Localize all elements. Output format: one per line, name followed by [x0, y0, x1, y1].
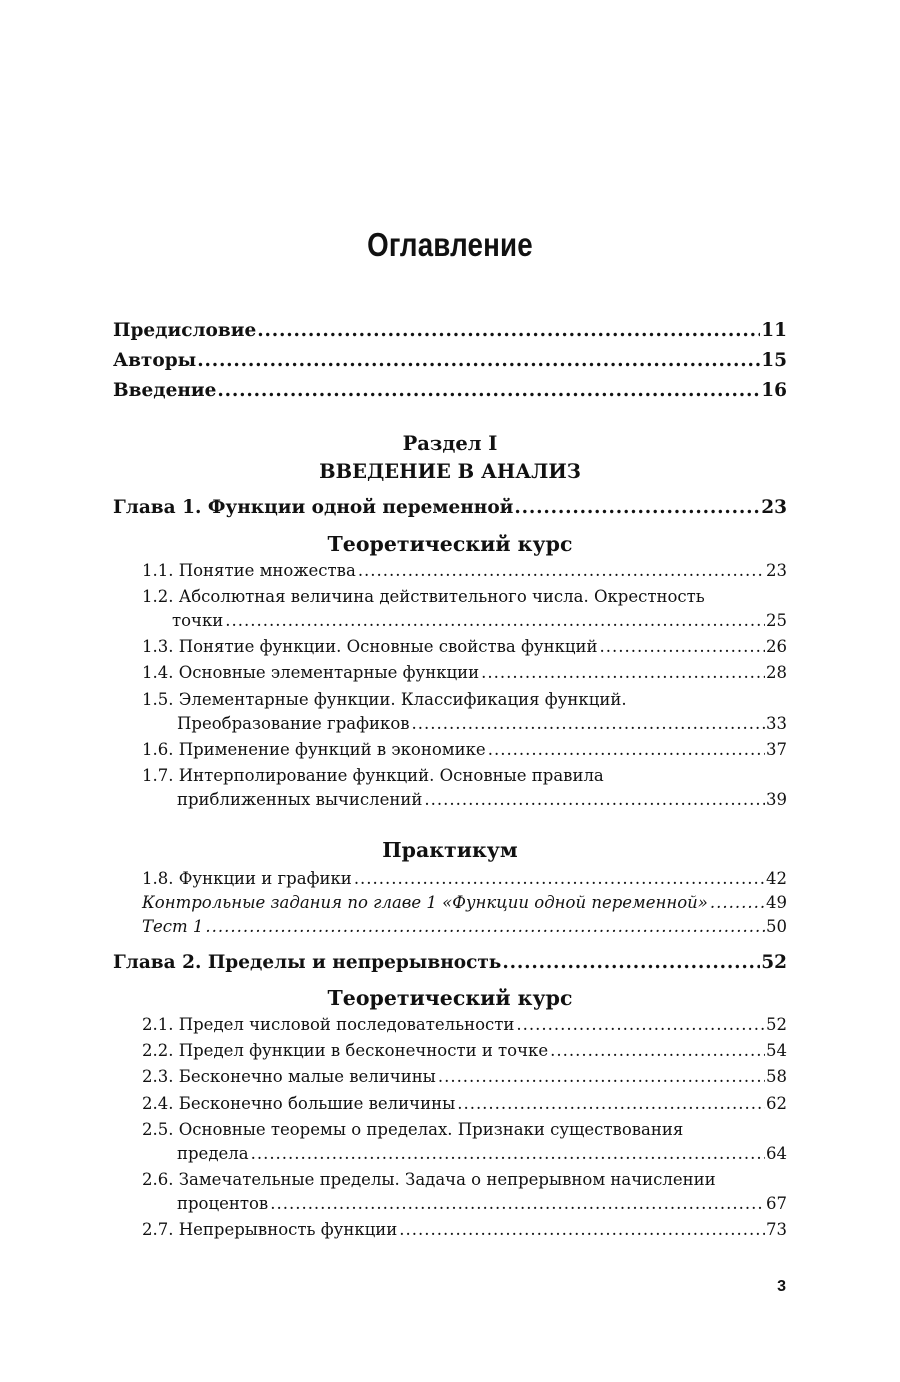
toc-entry-page: 73	[766, 1220, 787, 1239]
toc-entry-label: 2.7. Непрерывность функции	[142, 1220, 398, 1239]
toc-entry-test[interactable]	[142, 917, 787, 936]
dot-leader	[354, 869, 765, 888]
toc-entry-page: 50	[766, 917, 787, 936]
dot-leader	[225, 611, 765, 630]
toc-entry-page: 33	[766, 714, 787, 733]
toc-entry-label: Тест 1	[142, 917, 204, 936]
toc-entry-page: 52	[761, 952, 787, 973]
dot-leader	[710, 893, 765, 912]
section-name: ВВЕДЕНИЕ В АНАЛИЗ	[319, 460, 581, 483]
toc-entry-page: 54	[766, 1041, 787, 1060]
toc-entry-label: 1.4. Основные элементарные функции	[142, 663, 480, 682]
toc-entry-page: 15	[761, 350, 787, 371]
toc-entry-page: 67	[766, 1194, 787, 1213]
toc-chapter-2[interactable]	[113, 952, 787, 973]
toc-entry-page: 49	[766, 893, 787, 912]
toc-entry-page: 26	[766, 637, 787, 656]
toc-entry-page: 23	[766, 561, 787, 580]
dot-leader	[205, 917, 765, 936]
toc-entry-page: 62	[766, 1094, 787, 1113]
dot-leader	[516, 1015, 765, 1034]
toc-entry-page: 25	[766, 611, 787, 630]
toc-entry-label: точки	[172, 611, 224, 630]
subsection-heading-practice: Практикум	[382, 838, 518, 862]
toc-entry[interactable]	[177, 790, 787, 809]
dot-leader	[502, 952, 760, 973]
toc-entry[interactable]	[142, 663, 787, 682]
toc-entry[interactable]	[142, 561, 787, 580]
dot-leader	[424, 790, 765, 809]
toc-entry-label: процентов	[177, 1194, 269, 1213]
toc-entry-label: предела	[177, 1144, 249, 1163]
toc-chapter-1[interactable]	[113, 497, 787, 518]
toc-entry-preface[interactable]	[113, 320, 787, 341]
toc-entry-label: 2.1. Предел числовой последовательности	[142, 1015, 515, 1034]
toc-entry-page: 64	[766, 1144, 787, 1163]
toc-entry-assignments[interactable]	[142, 893, 787, 912]
toc-entry[interactable]	[172, 611, 787, 630]
toc-entry[interactable]	[177, 714, 787, 733]
toc-entry[interactable]	[142, 637, 787, 656]
dot-leader	[438, 1067, 765, 1086]
dot-leader	[251, 1144, 765, 1163]
dot-leader	[217, 380, 760, 401]
subsection-heading-theory: Теоретический курс	[327, 532, 573, 556]
toc-entry-introduction[interactable]	[113, 380, 787, 401]
dot-leader	[412, 714, 765, 733]
toc-entry[interactable]	[177, 1144, 787, 1163]
toc-entry[interactable]	[142, 1015, 787, 1034]
toc-entry-label: приближенных вычислений	[177, 790, 423, 809]
toc-entry-label: Введение	[113, 380, 217, 401]
toc-entry-page: 39	[766, 790, 787, 809]
toc-entry-label: 2.2. Предел функции в бесконечности и точке	[142, 1041, 549, 1060]
toc-entry[interactable]	[142, 1220, 787, 1239]
dot-leader	[270, 1194, 765, 1213]
toc-entry-first-line: 1.7. Интерполирование функций. Основные правила	[142, 766, 604, 785]
dot-leader	[488, 740, 765, 759]
toc-entry[interactable]	[142, 1067, 787, 1086]
toc-entry-label: 1.6. Применение функций в экономике	[142, 740, 486, 759]
toc-entry[interactable]	[142, 869, 787, 888]
page-number: 3	[777, 1278, 786, 1295]
dot-leader	[358, 561, 765, 580]
dot-leader	[257, 320, 760, 341]
dot-leader	[197, 350, 760, 371]
toc-entry-page: 58	[766, 1067, 787, 1086]
dot-leader	[550, 1041, 765, 1060]
toc-entry-label: 1.1. Понятие множества	[142, 561, 356, 580]
toc-entry-authors[interactable]	[113, 350, 787, 371]
toc-entry-label: 1.8. Функции и графики	[142, 869, 352, 888]
toc-entry-page: 11	[761, 320, 787, 341]
toc-entry-label: Контрольные задания по главе 1 «Функции одной переменной»	[142, 893, 708, 912]
toc-entry-label: Авторы	[113, 350, 197, 371]
toc-entry[interactable]	[142, 740, 787, 759]
toc-entry-label: 2.4. Бесконечно большие величины	[142, 1094, 456, 1113]
toc-entry-label: Глава 2. Пределы и непрерывность	[113, 952, 502, 973]
toc-entry-label: Глава 1. Функции одной переменной	[113, 497, 514, 518]
dot-leader	[600, 637, 766, 656]
toc-entry[interactable]	[142, 1094, 787, 1113]
toc-entry-first-line: 2.6. Замечательные пределы. Задача о непрерывном начислении	[142, 1170, 716, 1189]
toc-entry-page: 42	[766, 869, 787, 888]
dot-leader	[399, 1220, 765, 1239]
toc-entry-page: 23	[761, 497, 787, 518]
toc-entry-page: 28	[766, 663, 787, 682]
toc-entry-page: 37	[766, 740, 787, 759]
toc-entry-page: 52	[766, 1015, 787, 1034]
subsection-heading-theory: Теоретический курс	[327, 986, 573, 1010]
toc-entry-first-line: 1.5. Элементарные функции. Классификация функций.	[142, 690, 627, 709]
toc-entry-first-line: 1.2. Абсолютная величина действительного числа. Окрестность	[142, 587, 705, 606]
toc-entry-label: 2.3. Бесконечно малые величины	[142, 1067, 436, 1086]
toc-entry-page: 16	[761, 380, 787, 401]
toc-entry-label: Преобразование графиков	[177, 714, 410, 733]
section-number: Раздел I	[402, 432, 498, 455]
toc-entry[interactable]	[142, 1041, 787, 1060]
toc-entry-label: Предисловие	[113, 320, 257, 341]
toc-entry[interactable]	[177, 1194, 787, 1213]
toc-entry-label: 1.3. Понятие функции. Основные свойства функций	[142, 637, 598, 656]
dot-leader	[514, 497, 760, 518]
toc-entry-first-line: 2.5. Основные теоремы о пределах. Признаки существования	[142, 1120, 684, 1139]
dot-leader	[481, 663, 765, 682]
dot-leader	[457, 1094, 765, 1113]
page-title: Оглавление	[367, 226, 533, 263]
